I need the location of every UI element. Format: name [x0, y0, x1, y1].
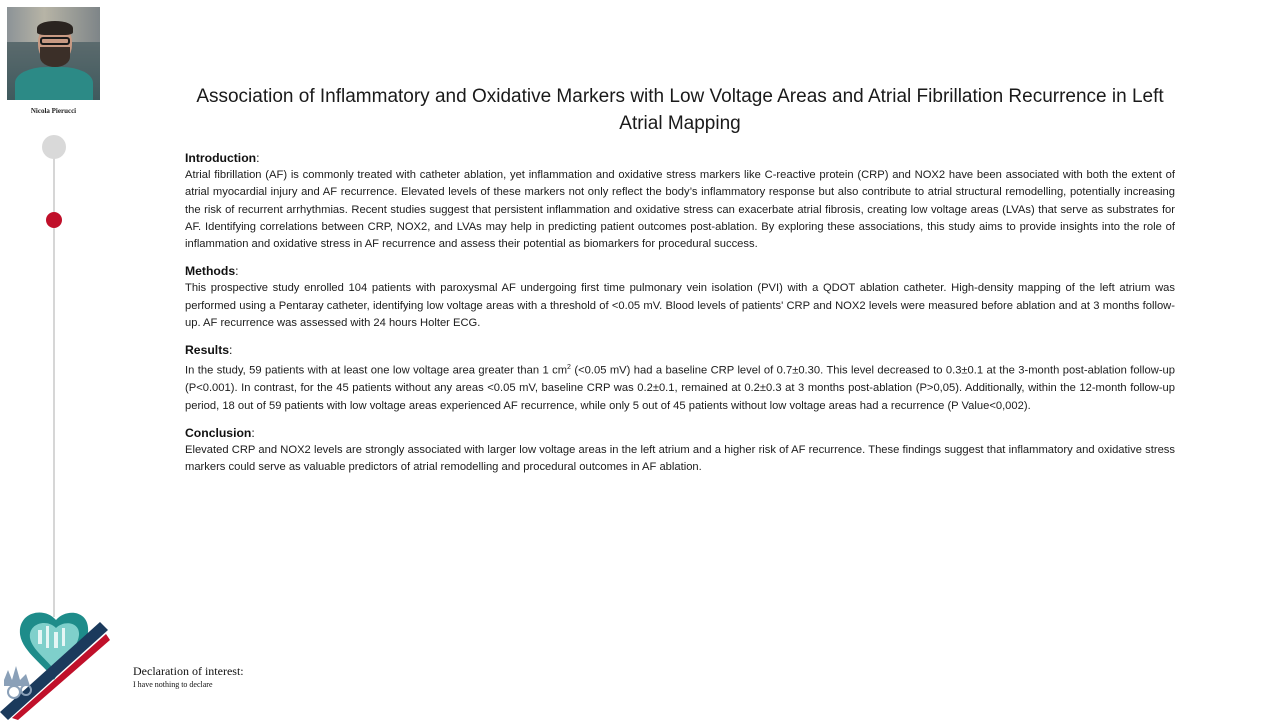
timeline-dot-inactive[interactable] [42, 135, 66, 159]
introduction-section [185, 150, 1175, 253]
results-text-part1: In the study, 59 patients with at least one low voltage area greater than 1 cm [185, 365, 568, 378]
introduction-heading-text: Introduction [185, 151, 257, 165]
conclusion-heading: Conclusion: [185, 426, 255, 440]
results-text [185, 359, 1175, 415]
speaker-glasses [40, 37, 70, 45]
results-section [185, 342, 1175, 415]
speaker-video-thumbnail [7, 7, 100, 100]
speaker-name: Nicola Pierucci [30, 107, 77, 115]
declaration-of-interest [133, 664, 244, 691]
results-heading-text: Results [185, 343, 230, 358]
results-heading: Results: [185, 343, 233, 358]
results-superscript: 2 [567, 364, 571, 372]
results-text-part2: (<0.05 mV) had a baseline CRP level of 0.7±0.30. This level decreased to 0.3±0.1 at the 3-month post-ablation follow-up (P<0.001). In contrast, for the 45 patients without any areas <0.05 mV, baseline CRP was 0.2±0.1, remained at 0.2±0.3 at 3 months post-ablation (P>0,05). Additionally, within the 12-month follow-up period, 18 out of 59 patients with low voltage areas experienced AF recurrence, while only 5 out of 45 patients without low voltage areas had a recurrence (P Value<0,002). [185, 365, 1175, 412]
conclusion-text: Elevated CRP and NOX2 levels are strongly associated with larger low voltage areas in the left atrium and a higher risk of AF recurrence. These findings suggest that inflammatory and oxidative stress markers could serve as valuable predictors of atrial remodelling and procedural outcomes in AF ablation. [185, 444, 1175, 474]
declaration-value: I have nothing to declare [133, 680, 213, 689]
heart-logo-icon [0, 600, 110, 720]
speaker-hair [37, 21, 73, 35]
introduction-heading: Introduction: [185, 151, 260, 165]
timeline-dot-active[interactable] [46, 212, 62, 228]
methods-text: This prospective study enrolled 104 patients with paroxysmal AF undergoing first time pulmonary vein isolation (PVI) with a QDOT ablation catheter. High-density mapping of the left atrium was performed using a Pentaray catheter, identifying low voltage areas with a threshold of <0.05 mV. Blood levels of patients' CRP and NOX2 levels were measured before ablation and at 3 months follow-up. AF recurrence was assessed with 24 hours Holter ECG. [185, 282, 1175, 330]
introduction-text: Atrial fibrillation (AF) is commonly treated with catheter ablation, yet inflammation and oxidative stress markers like C-reactive protein (CRP) and NOX2 have been associated with both the extent of atrial myocardial injury and AF recurrence. Elevated levels of these markers not only reflect the body’s inflammatory response but also contribute to atrial structural remodelling, potentially increasing the risk of recurrent arrhythmias. Recent studies suggest that persistent inflammation and oxidative stress can exacerbate atrial fibrosis, creating low voltage areas (LVAs) that serve as substrates for AF. Identifying correlations between CRP, NOX2, and LVAs may help in predicting patient outcomes post-ablation. By exploring these associations, this study aims to provide insights into the role of inflammation and oxidative stress in AF recurrence and assess their potential as biomarkers for procedural success. [185, 169, 1175, 251]
methods-heading-text: Methods [185, 264, 236, 279]
conclusion-heading-text: Conclusion [185, 426, 252, 440]
abstract-content [185, 150, 1175, 487]
poster-title: Association of Inflammatory and Oxidative Markers with Low Voltage Areas and Atrial Fibrillation Recurrence in Left Atrial Mapping [196, 86, 1164, 134]
declaration-label: Declaration of interest: [133, 664, 244, 678]
methods-section [185, 263, 1175, 332]
speaker-beard [40, 47, 70, 67]
conclusion-section [185, 425, 1175, 477]
speaker-shirt [15, 67, 93, 100]
methods-heading: Methods: [185, 264, 239, 279]
